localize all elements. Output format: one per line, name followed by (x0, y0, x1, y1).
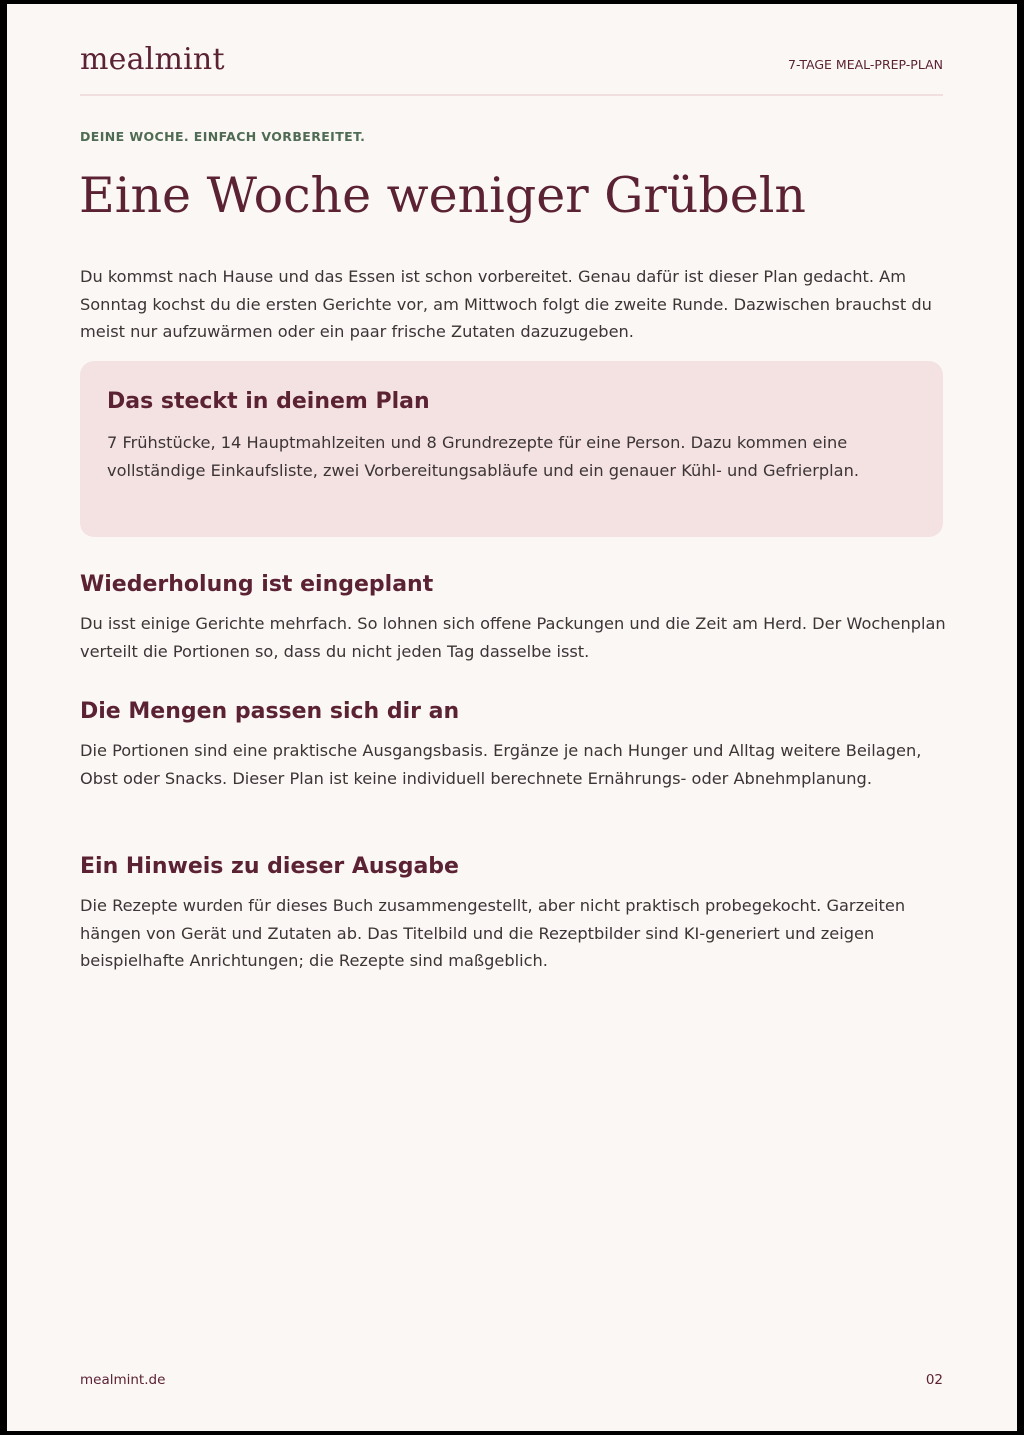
section-text: Die Portionen sind eine praktische Ausgangsbasis. Ergänze je nach Hunger und Alltag weitere Beilagen, Obst oder Snacks. Dieser Plan ist keine individuell berechnete Ernährungs- oder Abnehmplanung. (80, 741, 922, 788)
header-section-label: 7-TAGE MEAL-PREP-PLAN (788, 57, 943, 72)
footer-page-number: 02 (925, 1372, 943, 1388)
page-title: Eine Woche weniger Grübeln (79, 167, 806, 224)
eyebrow-tagline: DEINE WOCHE. EINFACH VORBEREITET. (80, 129, 366, 144)
page-header (80, 42, 943, 96)
callout-text: 7 Frühstücke, 14 Hauptmahlzeiten und 8 Grundrezepte für eine Person. Dazu kommen eine vollständige Einkaufsliste, zwei Vorbereitungsabläufe und ein genauer Kühl- und Gefrierplan. (107, 433, 860, 480)
plan-summary-callout (80, 361, 943, 537)
section-heading: Die Mengen passen sich dir an (80, 699, 460, 724)
brand-logo-text: mealmint (80, 42, 225, 77)
callout-heading: Das steckt in deinem Plan (107, 389, 430, 414)
section-text: Die Rezepte wurden für dieses Buch zusammengestellt, aber nicht praktisch probegekocht. Garzeiten hängen von Gerät und Zutaten ab. Das Titelbild und die Rezeptbilder sind KI-generiert und zeigen beispielhafte Anrichtungen; die Rezepte sind maßgeblich. (80, 896, 906, 970)
section-heading: Ein Hinweis zu dieser Ausgabe (80, 854, 459, 879)
section-edition-note (80, 852, 950, 975)
section-text: Du isst einige Gerichte mehrfach. So lohnen sich offene Packungen und die Zeit am Herd. Der Wochenplan verteilt die Portionen so, dass du nicht jeden Tag dasselbe isst. (80, 614, 946, 661)
footer-website: mealmint.de (80, 1372, 166, 1388)
intro-paragraph: Du kommst nach Hause und das Essen ist schon vorbereitet. Genau dafür ist dieser Plan gedacht. Am Sonntag kochst du die ersten Gerichte vor, am Mittwoch folgt die zweite Runde. Dazwischen brauchst du meist nur aufzuwärmen oder ein paar frische Zutaten dazuzugeben. (80, 267, 932, 341)
section-heading: Wiederholung ist eingeplant (80, 572, 434, 597)
section-portions (80, 697, 950, 792)
section-repetition (80, 570, 950, 665)
document-page (7, 4, 1017, 1431)
